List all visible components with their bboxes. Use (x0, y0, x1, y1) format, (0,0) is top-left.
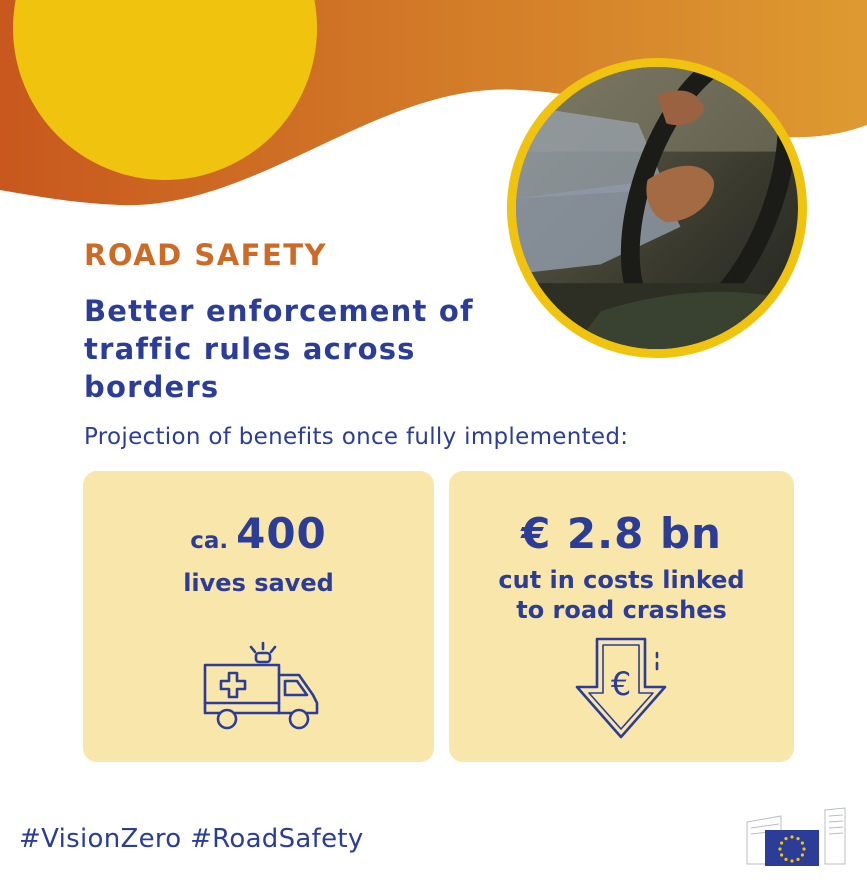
euro-symbol: € (610, 665, 632, 703)
category-label: ROAD SAFETY (84, 238, 328, 272)
page-title: Better enforcement of traffic rules across borders (84, 294, 474, 404)
lives-stat-value-row (83, 509, 434, 558)
euro-down-arrow-icon (573, 635, 669, 741)
cost-value: € 2.8 bn (521, 509, 722, 558)
ambulance-icon (201, 637, 325, 737)
lives-value: 400 (236, 509, 327, 558)
hashtags: #VisionZero #RoadSafety (19, 824, 364, 854)
cost-description-line-1: cut in costs linked (498, 566, 745, 594)
lives-saved-card (83, 471, 434, 762)
driver-photo (507, 58, 807, 358)
lives-description: lives saved (183, 569, 334, 597)
cost-description-line-2: to road crashes (516, 596, 727, 624)
european-commission-logo (741, 806, 851, 868)
cost-savings-card (449, 471, 794, 762)
approx-prefix: ca. (190, 528, 229, 554)
cost-description (449, 565, 794, 625)
subtitle: Projection of benefits once fully implemented: (84, 424, 629, 450)
